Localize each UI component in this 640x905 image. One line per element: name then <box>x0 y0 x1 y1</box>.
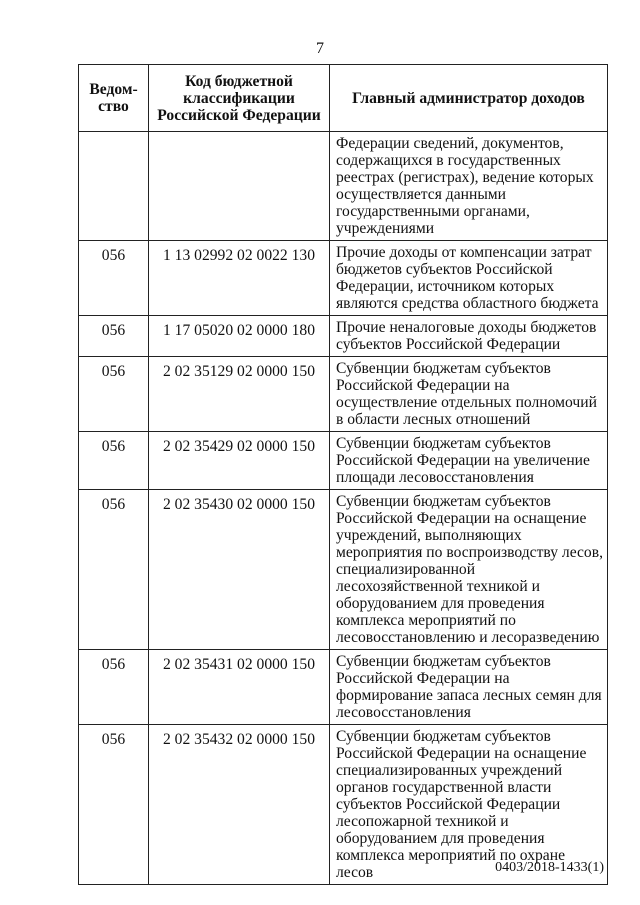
cell-code: 2 02 35429 02 0000 150 <box>149 432 330 490</box>
cell-dept <box>79 132 149 241</box>
cell-dept: 056 <box>79 316 149 357</box>
cell-code: 2 02 35430 02 0000 150 <box>149 490 330 650</box>
cell-dept: 056 <box>79 241 149 316</box>
cell-admin: Субвенции бюджетам субъектов Российской Федерации на увеличение площади лесовосстановления <box>330 432 608 490</box>
table-row <box>79 490 608 650</box>
cell-code: 2 02 35432 02 0000 150 <box>149 725 330 885</box>
cell-dept: 056 <box>79 490 149 650</box>
page-number: 7 <box>316 40 324 57</box>
document-number: 0403/2018-1433(1) <box>495 860 604 875</box>
cell-admin: Прочие неналоговые доходы бюджетов субъектов Российской Федерации <box>330 316 608 357</box>
cell-dept: 056 <box>79 650 149 725</box>
cell-dept: 056 <box>79 357 149 432</box>
cell-admin: Прочие доходы от компенсации затрат бюджетов субъектов Российской Федерации, источником которых являются средства областного бюджета <box>330 241 608 316</box>
cell-code: 1 17 05020 02 0000 180 <box>149 316 330 357</box>
cell-code <box>149 132 330 241</box>
table-row <box>79 241 608 316</box>
cell-code: 1 13 02992 02 0022 130 <box>149 241 330 316</box>
cell-admin: Субвенции бюджетам субъектов Российской Федерации на оснащение учреждений, выполняющих мероприятия по воспроизводству лесов, специализированной лесохозяйственной техникой и оборудованием для проведения комплекса мероприятий по лесовосстановлению и лесоразведению <box>330 490 608 650</box>
cell-dept: 056 <box>79 432 149 490</box>
table-row <box>79 650 608 725</box>
table-row <box>79 432 608 490</box>
cell-dept: 056 <box>79 725 149 885</box>
header-code: Код бюджетной классификации Российской Федерации <box>149 65 330 132</box>
header-admin: Главный администратор доходов <box>330 65 608 132</box>
cell-code: 2 02 35129 02 0000 150 <box>149 357 330 432</box>
budget-table <box>78 64 608 885</box>
table-row <box>79 357 608 432</box>
cell-admin: Федерации сведений, документов, содержащихся в государственных реестрах (регистрах), ведение которых осуществляется данными государственными органами, учреждениями <box>330 132 608 241</box>
table-row <box>79 316 608 357</box>
cell-admin: Субвенции бюджетам субъектов Российской Федерации на оснащение специализированных учреждений органов государственной власти субъектов Российской Федерации лесопожарной техникой и оборудованием для проведения комплекса мероприятий по охране лесов <box>330 725 608 885</box>
cell-admin: Субвенции бюджетам субъектов Российской Федерации на формирование запаса лесных семян для лесовосстановления <box>330 650 608 725</box>
header-dept: Ведом-ство <box>79 65 149 132</box>
table-header-row <box>79 65 608 132</box>
table-row <box>79 132 608 241</box>
cell-code: 2 02 35431 02 0000 150 <box>149 650 330 725</box>
cell-admin: Субвенции бюджетам субъектов Российской Федерации на осуществление отдельных полномочий в области лесных отношений <box>330 357 608 432</box>
